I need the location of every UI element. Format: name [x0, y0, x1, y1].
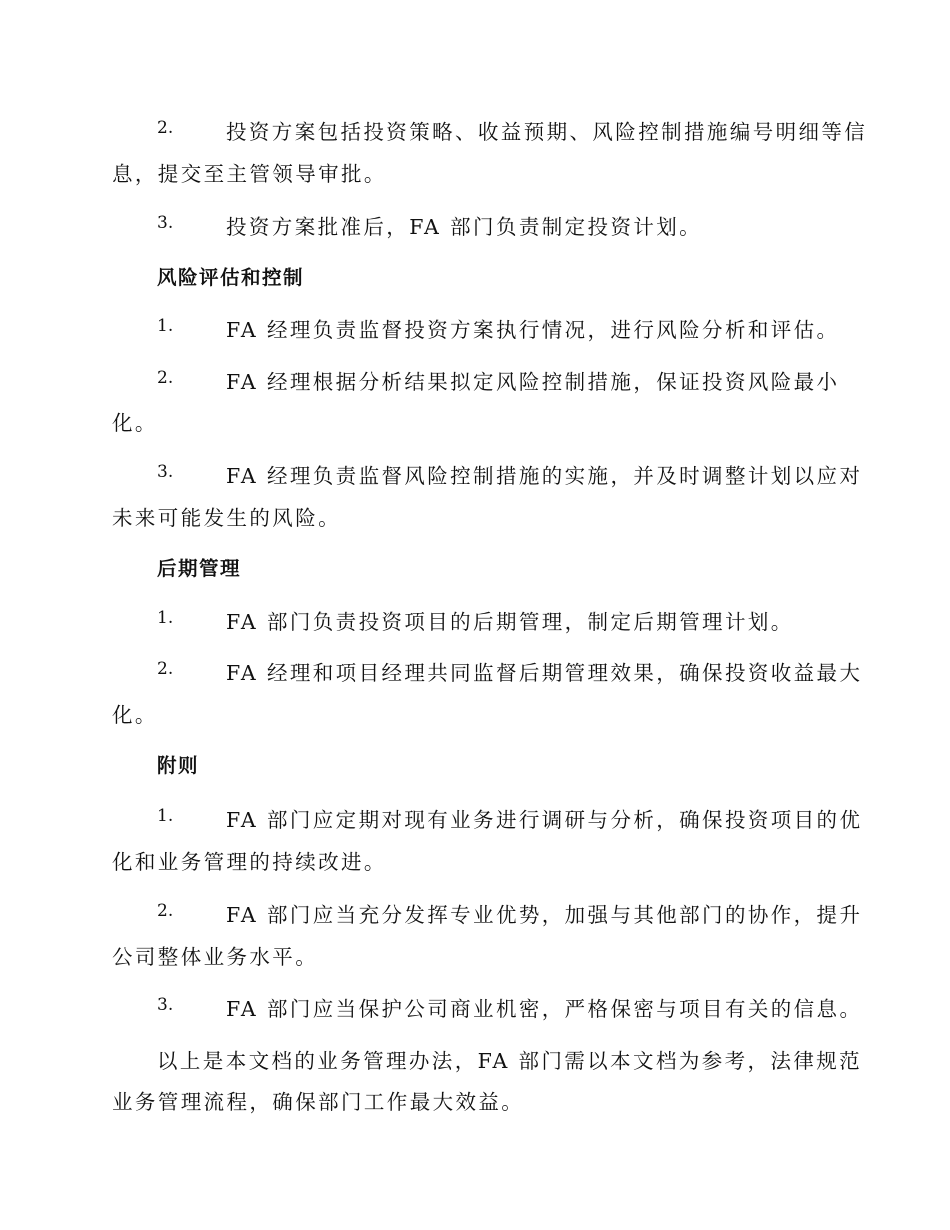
item-text-line: 投资方案批准后，FA 部门负责制定投资计划。 [226, 215, 703, 239]
item-text-line: FA 部门应当充分发挥专业优势，加强与其他部门的协作，提升 [226, 903, 863, 927]
item-text-line: FA 经理根据分析结果拟定风险控制措施，保证投资风险最小 [226, 370, 840, 394]
item-text-line: 息，提交至主管领导审批。 [112, 162, 387, 186]
item-number: 3. [157, 462, 174, 482]
item-number: 2. [157, 118, 174, 138]
item-text-line: 化。 [112, 411, 158, 435]
item-text-line: FA 经理负责监督风险控制措施的实施，并及时调整计划以应对 [226, 464, 863, 488]
item-number: 1. [157, 316, 174, 336]
item-number: 2. [157, 368, 174, 388]
item-text-line: FA 经理负责监督投资方案执行情况，进行风险分析和评估。 [226, 318, 840, 342]
item-text-line: 化和业务管理的持续改进。 [112, 850, 387, 874]
section-heading-text: 附则 [157, 754, 200, 777]
item-text-line: 化。 [112, 703, 158, 727]
item-text-line: FA 经理和项目经理共同监督后期管理效果，确保投资收益最大 [226, 661, 863, 685]
item-number: 1. [157, 608, 174, 628]
paragraph-line: 以上是本文档的业务管理办法，FA 部门需以本文档为参考，法律规范 [157, 1049, 863, 1073]
item-text-line: 公司整体业务水平。 [112, 945, 319, 969]
paragraph-line: 业务管理流程，确保部门工作最大效益。 [112, 1090, 525, 1114]
item-text-line: FA 部门应当保护公司商业机密，严格保密与项目有关的信息。 [226, 997, 863, 1021]
item-number: 2. [157, 659, 174, 679]
item-number: 2. [157, 901, 174, 921]
item-number: 3. [157, 213, 174, 233]
item-number: 1. [157, 806, 174, 826]
item-text-line: FA 部门应定期对现有业务进行调研与分析，确保投资项目的优 [226, 808, 863, 832]
item-text-line: 未来可能发生的风险。 [112, 506, 341, 530]
item-text-line: FA 部门负责投资项目的后期管理，制定后期管理计划。 [226, 610, 794, 634]
item-text-line: 投资方案包括投资策略、收益预期、风险控制措施编号明细等信 [226, 120, 868, 144]
section-heading-text: 风险评估和控制 [157, 266, 305, 289]
section-heading-text: 后期管理 [157, 557, 242, 580]
item-number: 3. [157, 995, 174, 1015]
